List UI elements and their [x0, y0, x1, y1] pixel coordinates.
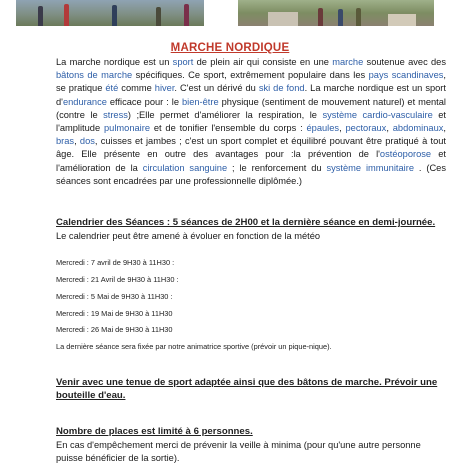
text-segment: ,	[386, 123, 393, 134]
keyword-link[interactable]: circulation sanguine	[142, 162, 228, 173]
text-segment: ; le renforcement du	[227, 162, 327, 173]
text-segment: ) ;Elle permet d'améliorer la respiration, le	[127, 109, 323, 120]
text-segment: et l'amélioration de la	[56, 149, 447, 173]
text-segment: . C'est un dérivé du	[174, 83, 259, 94]
keyword-link[interactable]: stress	[103, 109, 128, 120]
text-segment: de plein air qui consiste en une	[193, 57, 333, 67]
page-title: MARCHE NORDIQUE	[170, 42, 290, 54]
equipment-notice: Venir avec une tenue de sport adaptée ainsi que des bâtons de marche. Prévoir une bouteille d'eau.	[56, 377, 438, 401]
text-segment: et l'amplitude	[56, 109, 447, 134]
session-item: Mercredi : 26 Mai de 9H30 à 11H30	[56, 325, 173, 334]
description-paragraph	[56, 56, 446, 188]
keyword-link[interactable]: bâtons de marche	[56, 70, 133, 81]
text-segment: efficace pour : le	[106, 96, 182, 107]
keyword-link[interactable]: marche	[332, 57, 364, 67]
session-item: Mercredi : 5 Mai de 9H30 à 11H30 :	[56, 292, 173, 301]
keyword-link[interactable]: hiver	[154, 83, 175, 94]
keyword-link[interactable]: épaules	[306, 123, 340, 134]
text-segment: spécifiques. Ce sport, extrêmement populaire dans les	[132, 70, 369, 81]
session-item: Mercredi : 21 Avril de 9H30 à 11H30 :	[56, 275, 179, 284]
text-segment: physique (sentiment de mouvement naturel) et mental (contre le	[56, 96, 446, 120]
keyword-link[interactable]: système cardio-vasculaire	[322, 109, 433, 120]
text-segment: ,	[339, 123, 346, 134]
schedule-heading: Calendrier des Séances : 5 séances de 2H00 et la dernière séance en demi-journée.	[56, 217, 436, 228]
keyword-link[interactable]: ski de fond	[258, 83, 305, 94]
photo-group-ruins	[238, 0, 434, 26]
text-segment: , cuisses et jambes ; c'est un sport complet et équilibré pouvant être pratiqué à tout âge. Elle présente en outre des avantages pour :la prévention de l'	[56, 136, 446, 160]
text-segment: , se pratique	[56, 70, 446, 94]
text-segment: ,	[443, 123, 446, 134]
session-item: Mercredi : 7 avril de 9H30 à 11H30 :	[56, 258, 175, 267]
last-session-note: La dernière séance sera fixée par notre animatrice sportive (prévoir un pique-nique).	[56, 342, 332, 351]
text-segment: . La marche nordique est un sport d'	[56, 83, 446, 107]
keyword-link[interactable]: bien-être	[181, 96, 219, 107]
keyword-link[interactable]: endurance	[62, 96, 107, 107]
session-item: Mercredi : 19 Mai de 9H30 à 11H30	[56, 309, 173, 318]
keyword-link[interactable]: ostéoporose	[379, 149, 432, 160]
keyword-link[interactable]: dos	[79, 136, 95, 147]
text-segment: ,	[74, 136, 80, 147]
keyword-link[interactable]: sport	[172, 57, 194, 67]
keyword-link[interactable]: pulmonaire	[104, 123, 150, 134]
keyword-link[interactable]: été	[105, 83, 119, 94]
photo-nordic-walkers	[16, 0, 204, 26]
text-segment: La marche nordique est un	[56, 57, 173, 67]
keyword-link[interactable]: bras	[56, 136, 75, 147]
keyword-link[interactable]: abdominaux	[392, 123, 444, 134]
places-text: En cas d'empêchement merci de prévenir la veille à minima (pour qu'une autre personne puisse bénéficier de la sortie).	[56, 440, 421, 463]
text-segment: . (Ces séances sont encadrées par une professionnelle diplômée.)	[56, 162, 446, 186]
text-segment: et de tonifier l'ensemble du corps :	[150, 123, 307, 134]
keyword-link[interactable]: pectoraux	[345, 123, 387, 134]
text-segment: soutenue avec des	[363, 57, 447, 67]
schedule-subtitle: Le calendrier peut être amené à évoluer en fonction de la météo	[56, 231, 321, 241]
text-segment: comme	[118, 83, 155, 94]
keyword-link[interactable]: système immunitaire	[326, 162, 415, 173]
keyword-link[interactable]: pays scandinaves	[368, 70, 444, 81]
places-heading: Nombre de places est limité à 6 personnes.	[56, 426, 253, 437]
